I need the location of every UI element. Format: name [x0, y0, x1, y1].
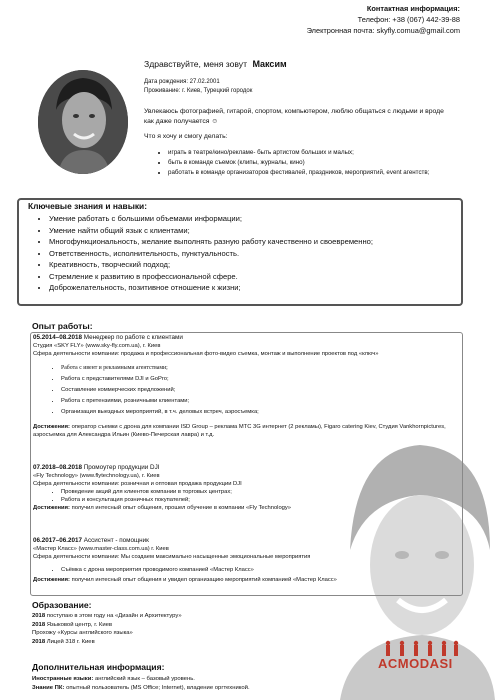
job-sphere: Сфера деятельности компании: продажа и профессиональная фото-видео съемка, монтаж и выполнение проектов под «ключ» — [33, 351, 379, 357]
job-entry — [33, 334, 458, 439]
job-company: «Мастер Класс» (www.master-class.com.ua) г. Киев — [33, 546, 169, 552]
job-entry — [33, 464, 458, 512]
contact-email: Электронная почта: skyfly.comua@gmail.com — [306, 26, 460, 35]
watermark-logo: ACMODASI — [378, 656, 453, 671]
greeting-name: Максим — [252, 59, 287, 69]
hobbies-text: Увлекаюсь фотографией, гитарой, спортом, компьютером, люблю общаться с людьми и вроде как даже получается ☺ — [144, 108, 444, 125]
job-position: Менеджер по работе с клиентами — [83, 334, 183, 341]
list-item: • Съёмка с дрона мероприятия проводимого компанией «Мастер Класс» — [61, 566, 458, 574]
contact-phone: Телефон: +38 (067) 442-39-88 — [357, 15, 460, 24]
achievements-text: оператор съемки с дрона для компании ISD Group – реклама МТС 3G интернет (2 рекламы), Figaro catering Kiev, Студия Vankhornpictures, аэросъемка для Александра Ильин (Киево-Печерская лавра) и т.д. — [33, 424, 446, 438]
greeting — [144, 59, 287, 69]
greeting-text: Здравствуйте, меня зовут — [144, 59, 248, 69]
list-item: • Умение работать с большими объемами информации; — [49, 213, 452, 225]
list-item: • Проведение акций для клиентов компании в торговых центрах; — [61, 488, 458, 496]
list-item: • Доброжелательность, позитивное отношение к жизни; — [49, 282, 452, 294]
birth-date: Дата рождения: 27.02.2001 — [144, 79, 220, 85]
portrait-photo — [38, 70, 128, 174]
contact-block — [307, 3, 460, 36]
job-position: Ассистент - помощник — [83, 537, 149, 544]
achievements-label: Достижения: — [33, 424, 70, 430]
watermark-figures-icon — [380, 640, 462, 656]
list-item: • Работа с ивент и рекламными агентствами; — [61, 364, 458, 372]
portrait-illustration — [38, 70, 128, 174]
job-entry — [33, 537, 458, 584]
job-company: Студия «SKY FLY» (www.sky-fly.com.ua), г. Киев — [33, 343, 161, 349]
additional-title: Дополнительная информация: — [32, 662, 165, 672]
pc-value: опытный пользователь (MS Office; Internet), владение оргтехникой. — [66, 684, 250, 691]
residence: Проживание: г. Киев, Турецкий городок — [144, 88, 253, 94]
additional-info — [32, 675, 250, 692]
languages-label: Иностранные языки: — [32, 676, 94, 682]
list-item: • Креативность, творческий подход; — [49, 259, 452, 271]
intro — [144, 107, 444, 142]
achievements-label: Достижения: — [33, 577, 70, 583]
list-item: • Многофункциональность, желание выполнять разную работу качественно и своевременно; — [49, 236, 452, 248]
list-item: • работать в команде организаторов фестивалей, праздников, мероприятий, event агентств; — [168, 168, 452, 177]
list-item: • Умение найти общий язык с клиентами; — [49, 225, 452, 237]
achievements-text: получил интесный опыт общения и увидел организацию мероприятий компанией «Мастер Класс» — [71, 577, 337, 583]
list-item: • Организация выездных мероприятий, в т.ч. деловых встреч, аэросъемка; — [61, 408, 458, 416]
job-period: 05.2014–08.2018 — [33, 334, 83, 341]
list-item: • Ответственность, исполнительность, пунктуальность. — [49, 248, 452, 260]
list-item: • Работа с представителями DJI и GoPro; — [61, 375, 458, 383]
job-period: 07.2018–08.2018 — [33, 464, 83, 471]
personal-info — [144, 78, 252, 96]
job-sphere: Сфера деятельности компании: Мы создаем максимально насыщенные эмоциональные мероприятия — [33, 554, 311, 560]
education-title: Образование: — [32, 600, 92, 610]
job-sphere: Сфера деятельности компании: розничная и оптовая продажа продукции DJI — [33, 481, 242, 487]
list-item: 2018 поступаю в этом году на «Дизайн и Архитектуру» — [32, 613, 182, 619]
job-position: Промоутер продукции DJI — [83, 464, 160, 471]
experience-title: Опыт работы: — [32, 321, 93, 331]
job-period: 06.2017–06.2017 — [33, 537, 83, 544]
achievements-label: Достижения: — [33, 505, 70, 511]
list-item: • Работа и консультация розничных покупателей; — [61, 496, 458, 504]
languages-value: английский язык – базовый уровень. — [94, 676, 195, 682]
list-item: • играть в театре/кино/рекламе- быть артистом больших и малых; — [168, 148, 452, 157]
wants-list — [152, 148, 452, 178]
achievements-text: получил интесный опыт общения, прошел обучение в компании «Fly Technology» — [71, 505, 292, 511]
list-item: 2018 Лицей 318 г. Киев — [32, 638, 95, 645]
list-item: • Работа с претензиями, розничными клиентами; — [61, 397, 458, 405]
list-item: 2018 Языковой центр, г. Киев — [32, 621, 113, 628]
education-list — [32, 612, 182, 646]
contact-title: Контактная информация: — [366, 4, 460, 13]
skills-list — [37, 213, 452, 294]
list-item: • быть в команде съемок (клипы, журналы, кино) — [168, 158, 452, 167]
list-item: • Составление коммерческих предложений; — [61, 386, 458, 394]
skills-title: Ключевые знания и навыки: — [28, 201, 147, 211]
list-item: • Стремление к развитию в профессиональной сфере. — [49, 271, 452, 283]
wants-title: Что я хочу и смогу делать: — [144, 133, 228, 140]
job-company: «Fly Technology» (www.flytechnology.ua), г. Киев — [33, 473, 160, 479]
pc-label: Знание ПК: — [32, 684, 65, 691]
list-item: Прохожу «Курсы английского языка» — [32, 630, 133, 637]
